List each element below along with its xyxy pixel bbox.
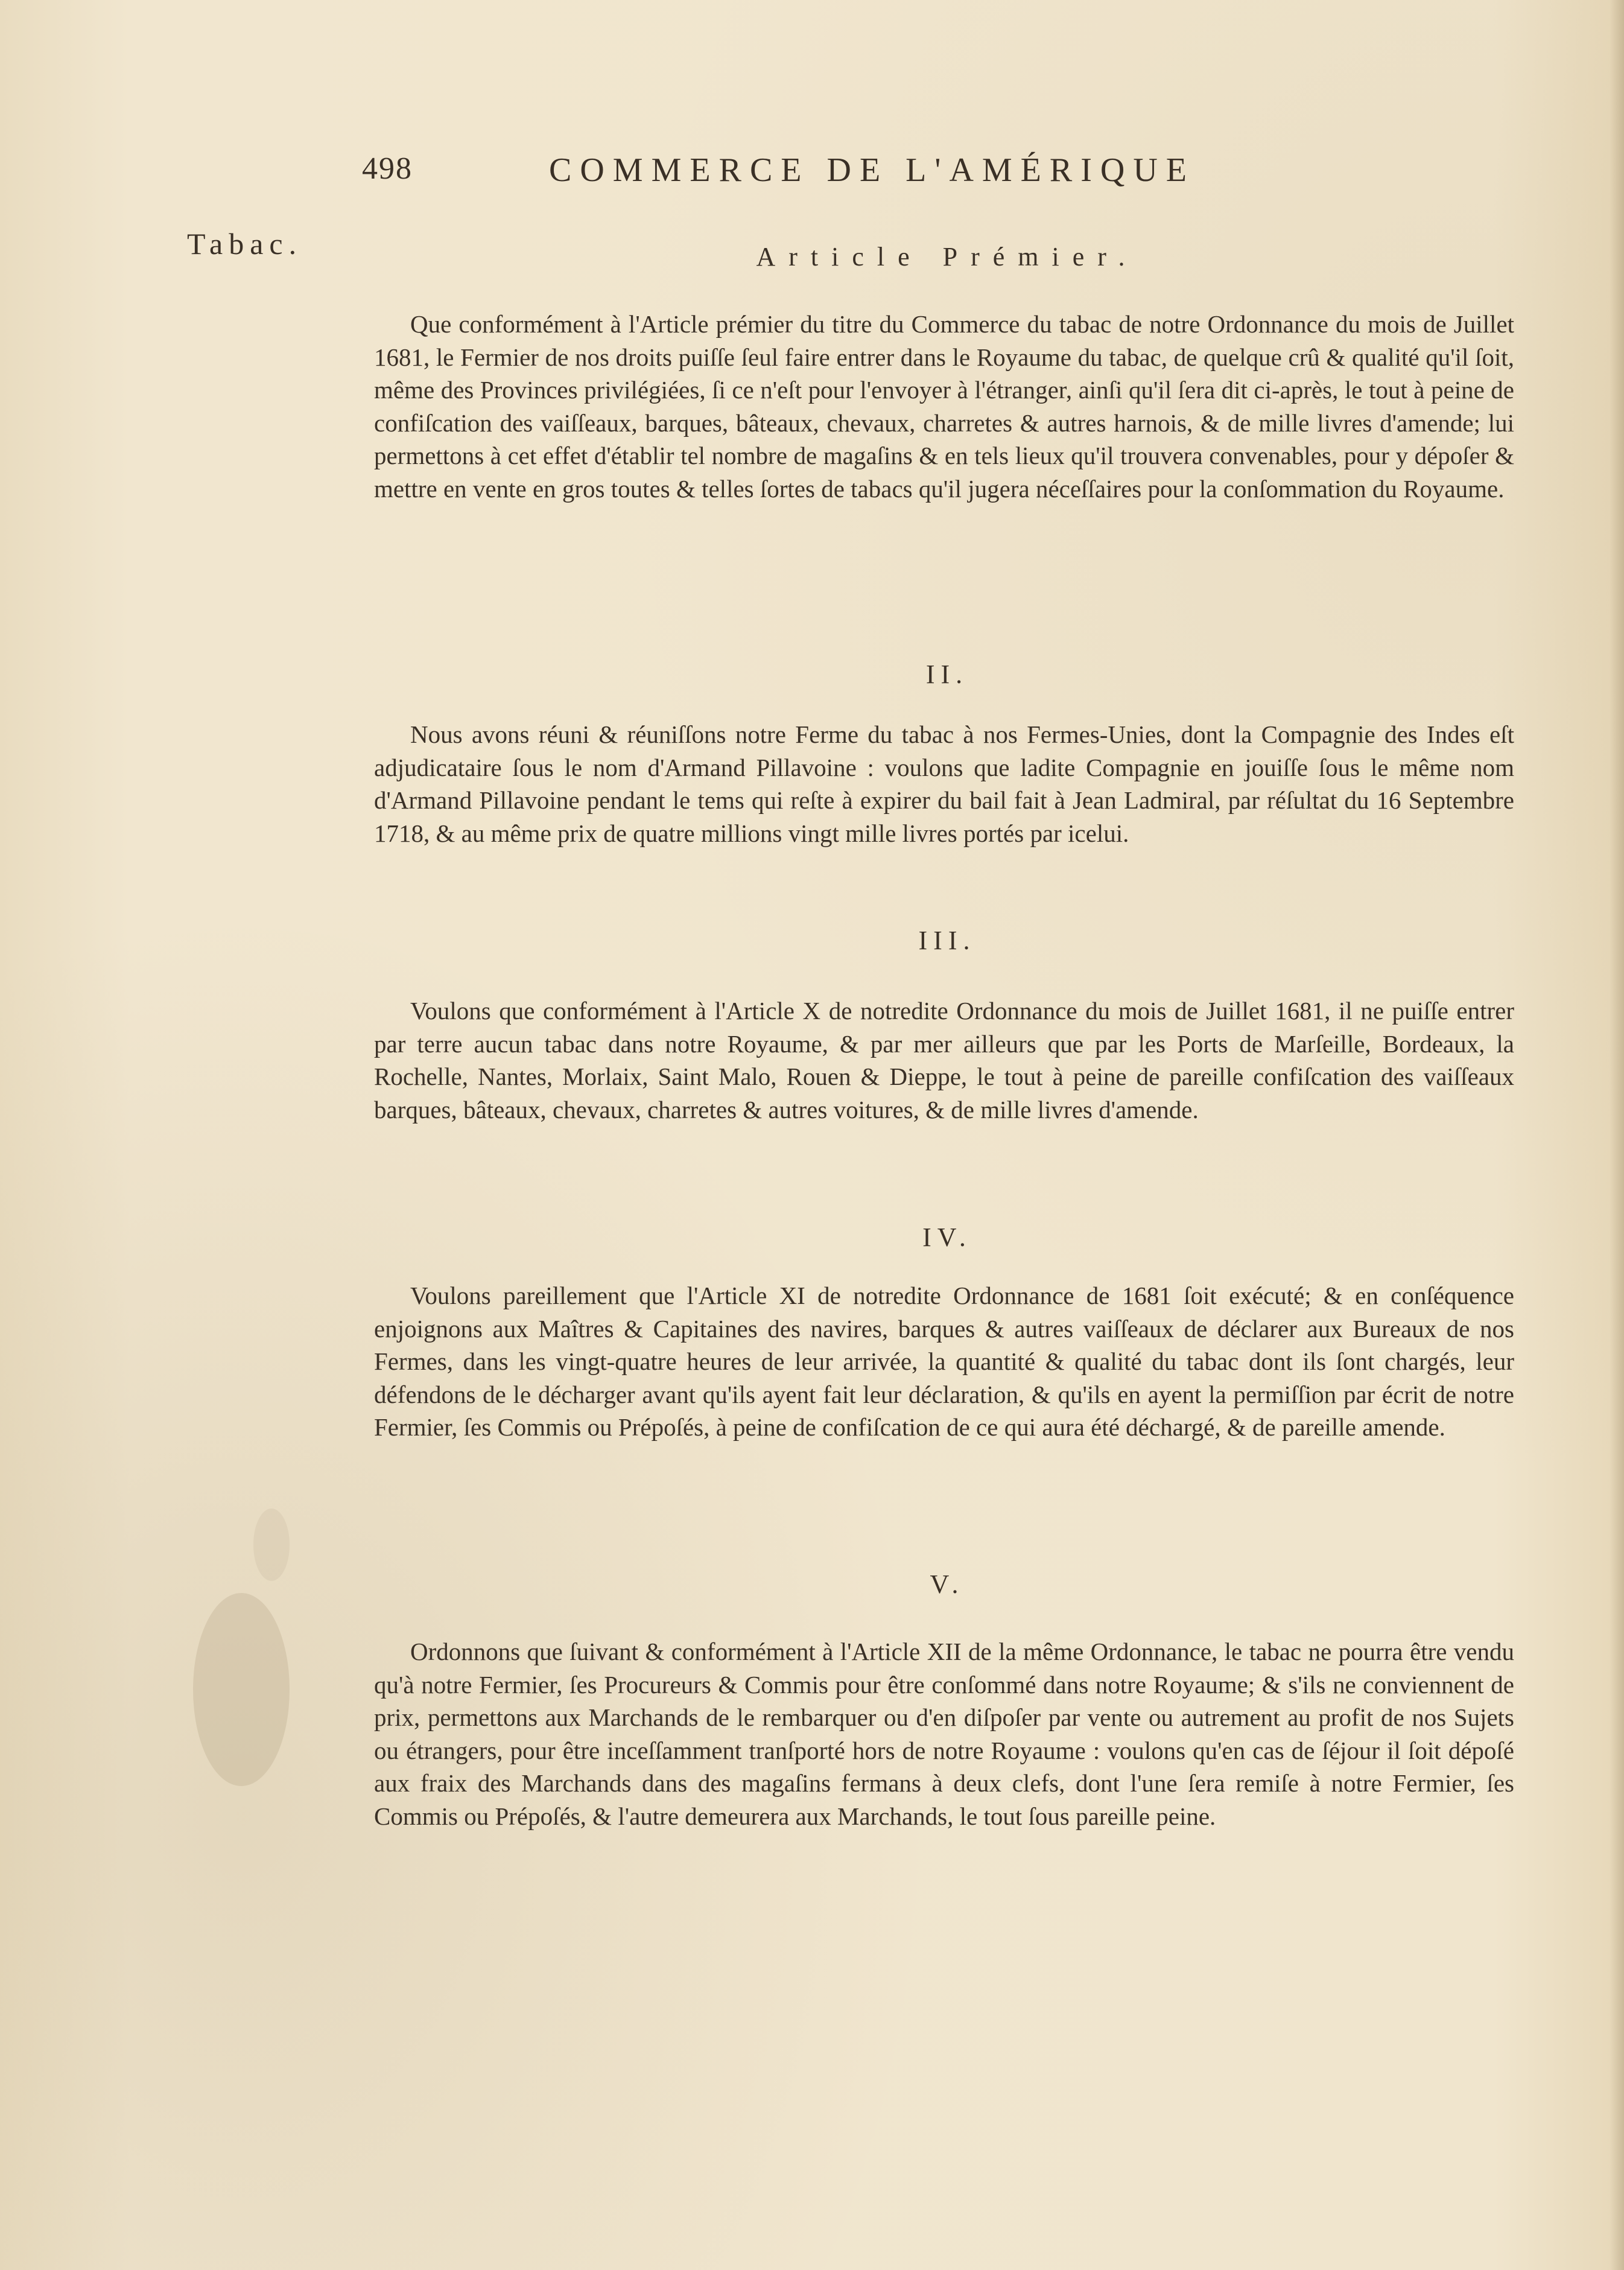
paper-stain: [193, 1593, 290, 1786]
article-heading: Article Prémier.: [756, 242, 1138, 272]
article-paragraph: Que conformément à l'Article prémier du titre du Commerce du tabac de notre Ordonnance du mois de Juillet 1681, le Fermier de nos droits puiſſe ſeul faire entrer dans le Royaume du tabac, de quelque crû & qualité qu'il ſoit, même des Provinces privilégiées, ſi ce n'eſt pour l'envoyer à l'étranger, ainſi qu'il ſera dit ci-après, le tout à peine de confiſcation des vaiſſeaux, barques, bâteaux, chevaux, charretes & autres harnois, & de mille livres d'amende; lui permettons à cet effet d'établir tel nombre de magaſins & en tels lieux qu'il trouvera convenables, pour y dépoſer & mettre en vente en gros toutes & telles ſortes de tabacs qu'il jugera néceſſaires pour la conſommation du Royaume.: [374, 310, 1514, 503]
margin-note: Tabac.: [187, 227, 303, 261]
paper-stain: [253, 1509, 290, 1581]
article-heading: IV.: [922, 1222, 972, 1252]
running-title: COMMERCE DE L'AMÉRIQUE: [549, 151, 1195, 189]
article-paragraph: Voulons pareillement que l'Article XI de notredite Ordonnance de 1681 ſoit exécuté; & en conſéquence enjoignons aux Maîtres & Capitaines des navires, barques & autres vaiſſeaux de déclarer aux Bureaux de nos Fermes, dans les vingt-quatre heures de leur arrivée, la quantité & qualité du tabac dont ils ſont chargés, leur défendons de le décharger avant qu'ils ayent fait leur déclaration, & qu'ils en ayent la permiſſion par écrit de notre Fermier, ſes Commis ou Prépoſés, à peine de confiſcation de ce qui aura été déchargé, & de pareille amende.: [374, 1282, 1514, 1441]
page-header: [362, 151, 1388, 199]
page-number: 498: [362, 151, 413, 186]
page-edge-shadow: [1610, 0, 1624, 2270]
article-heading: III.: [918, 926, 976, 955]
article-heading: V.: [930, 1569, 965, 1599]
article-paragraph: Voulons que conformément à l'Article X de notredite Ordonnance du mois de Juillet 1681, il ne puiſſe entrer par terre aucun tabac dans notre Royaume, & par mer ailleurs que par les Ports de Marſeille, Bordeaux, la Rochelle, Nantes, Morlaix, Saint Malo, Rouen & Dieppe, le tout à peine de pareille confiſcation des vaiſſeaux barques, bâteaux, chevaux, charretes & autres voitures, & de mille livres d'amende.: [374, 997, 1514, 1124]
article-paragraph: Ordonnons que ſuivant & conformément à l'Article XII de la même Ordonnance, le tabac ne pourra être vendu qu'à notre Fermier, ſes Procureurs & Commis pour être conſommé dans notre Royaume; & s'ils ne conviennent de prix, permettons aux Marchands de le rembarquer ou d'en diſpoſer par vente ou autrement au profit de nos Sujets ou étrangers, pour être inceſſamment tranſporté hors de notre Royaume : voulons qu'en cas de ſéjour il ſoit dépoſé aux fraix des Marchands dans des magaſins fermans à deux clefs, dont l'une ſera remiſe à notre Fermier, ſes Commis ou Prépoſés, & l'autre demeurera aux Marchands, le tout ſous pareille peine.: [374, 1638, 1514, 1830]
article-paragraph: Nous avons réuni & réuniſſons notre Ferme du tabac à nos Fermes-Unies, dont la Compagnie des Indes eſt adjudicataire ſous le nom d'Armand Pillavoine : voulons que ladite Compagnie en jouiſſe ſous le même nom d'Armand Pillavoine pendant le tems qui reſte à expirer du bail fait à Jean Ladmiral, par réſultat du 16 Septembre 1718, & au même prix de quatre millions vingt mille livres portés par icelui.: [374, 720, 1514, 847]
article-heading: II.: [925, 660, 969, 689]
